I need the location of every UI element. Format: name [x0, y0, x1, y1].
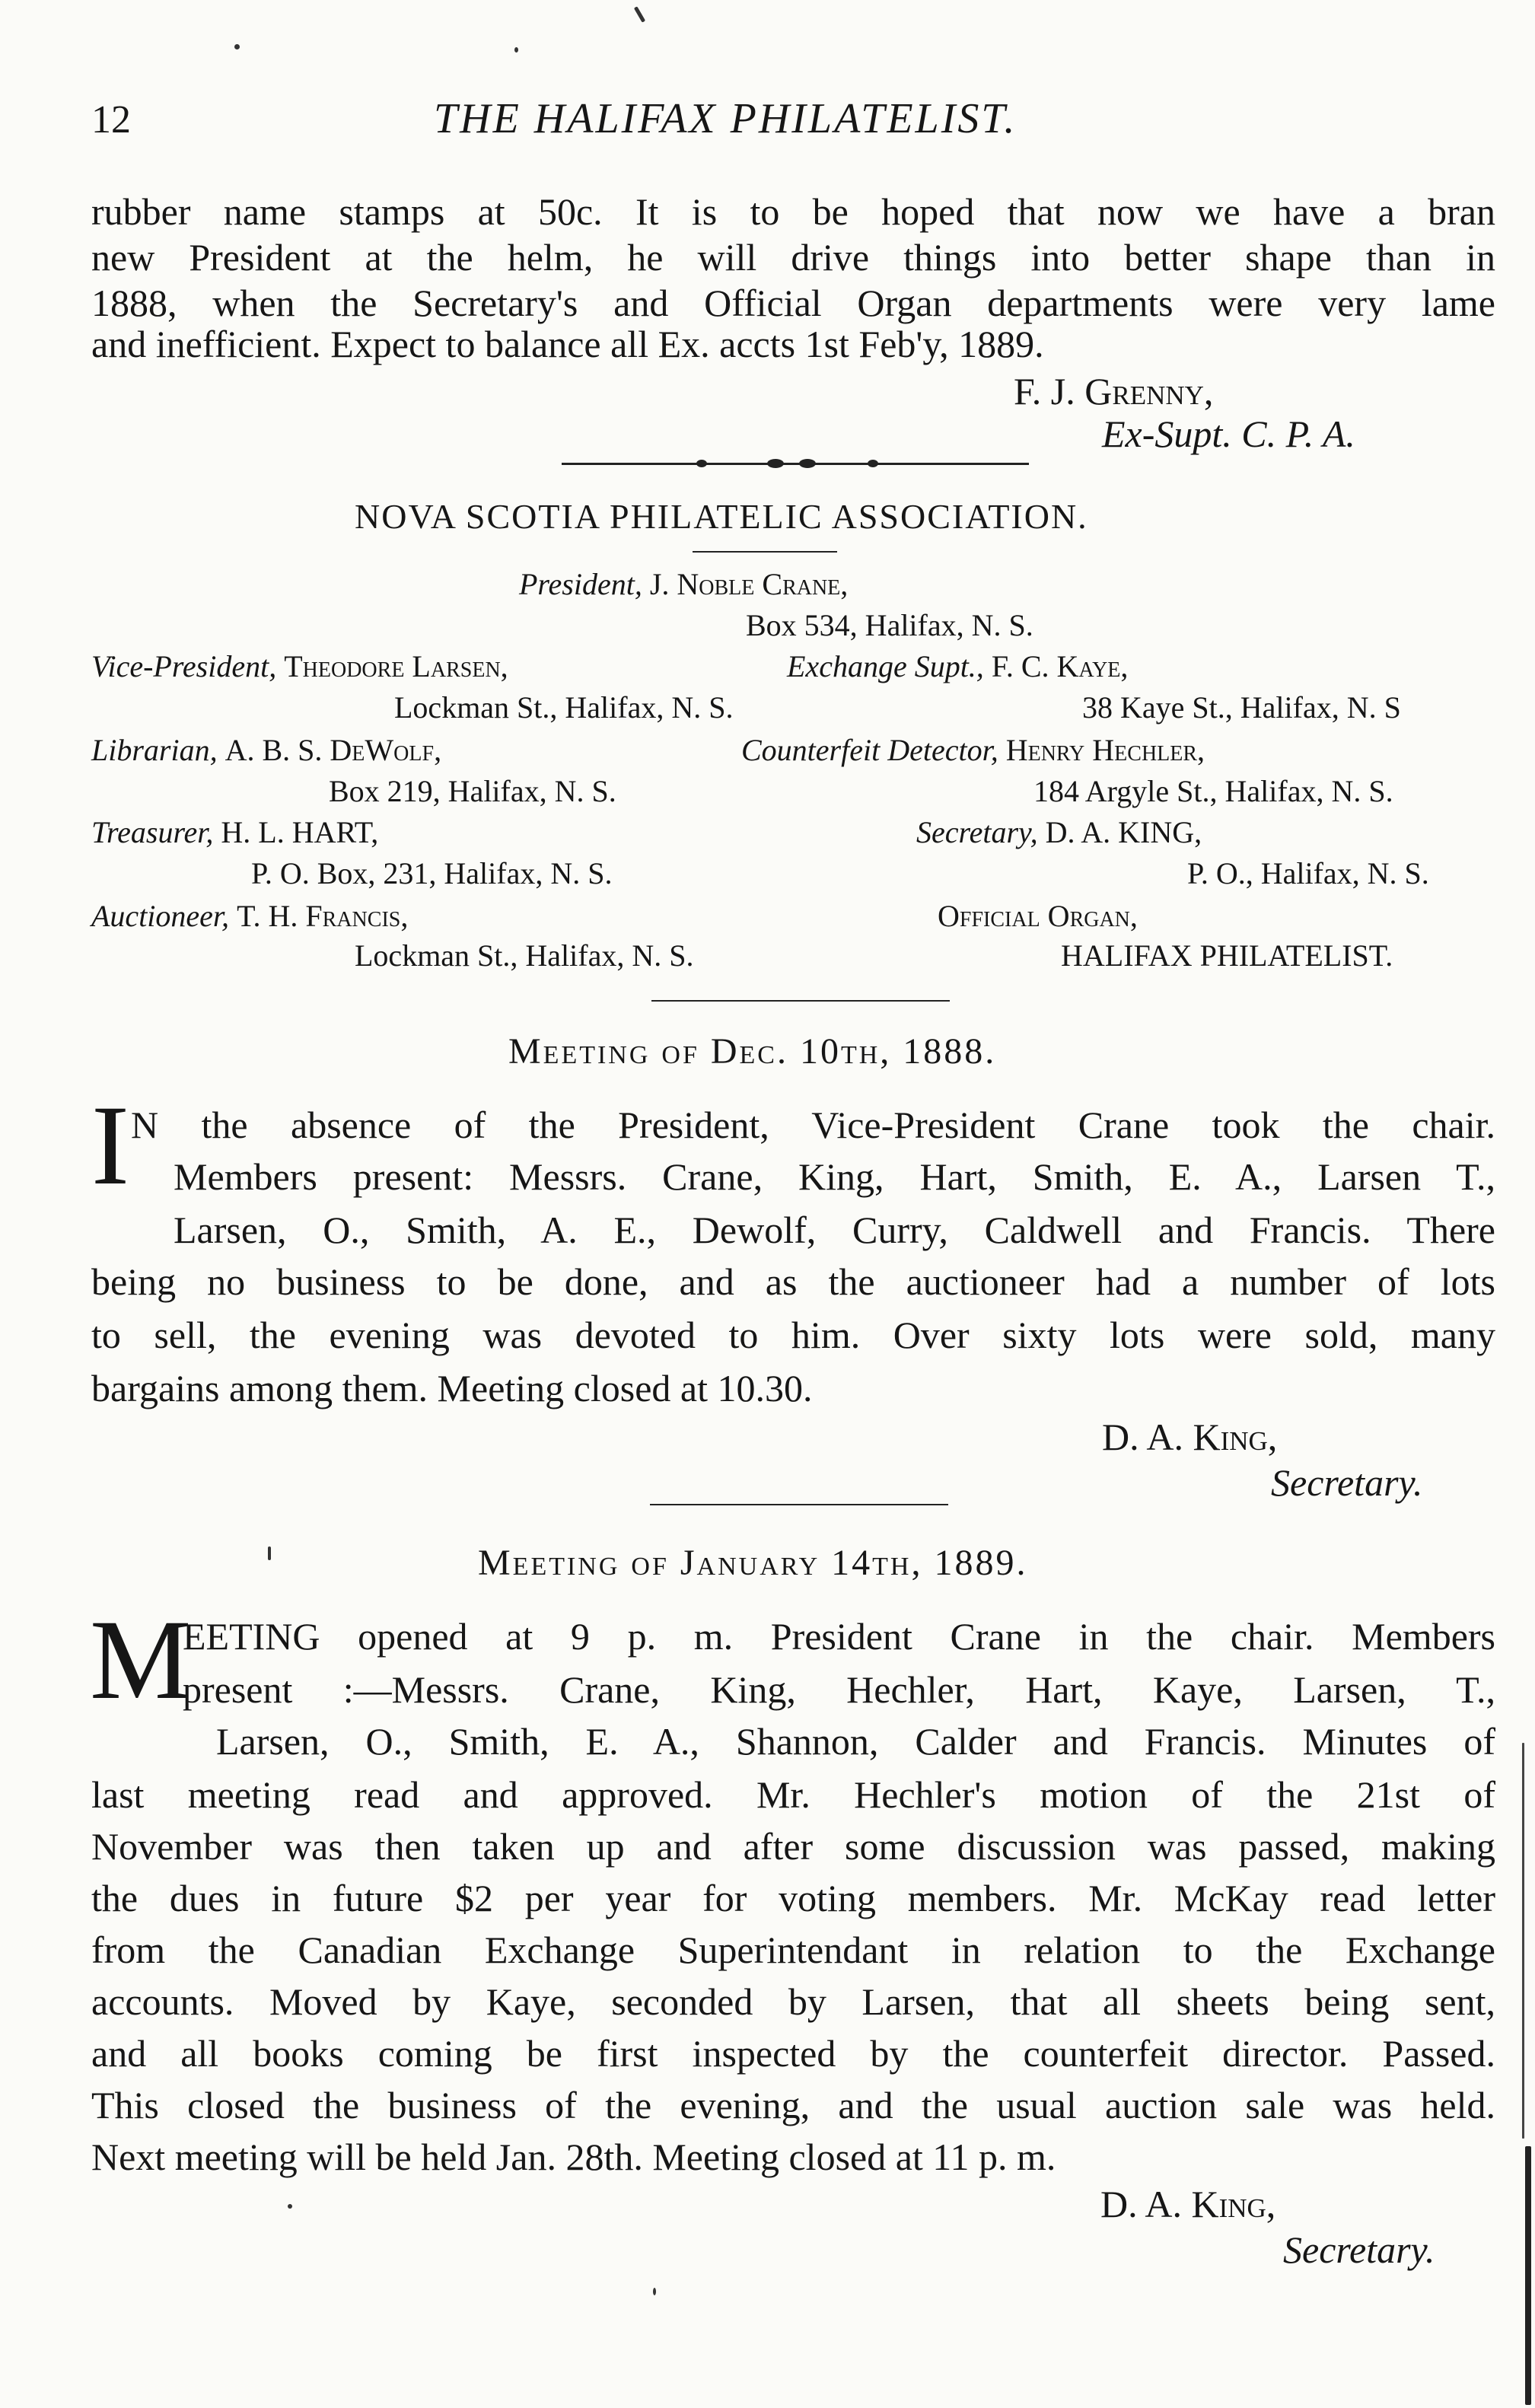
meeting1-signature-name: D. A. King, [1102, 1416, 1278, 1458]
officer-president [519, 566, 848, 602]
meeting2-line: and all books coming be first inspected by the counterfeit director. Passed. [91, 2032, 1495, 2075]
intro-line: rubber name stamps at 50c. It is to be hoped that now we have a bran [91, 190, 1495, 233]
officer-name: Theodore Larsen, [284, 649, 508, 683]
officer-role: Counterfeit Detector, [741, 733, 998, 767]
page-number: 12 [91, 98, 131, 142]
officer-address: Box 534, Halifax, N. S. [746, 608, 1033, 642]
officer-name: H. L. HART, [221, 815, 379, 849]
section-divider [650, 1504, 948, 1505]
scan-speck [653, 2288, 656, 2295]
meeting2-line: from the Canadian Exchange Superintendant in relation to the Exchange [91, 1929, 1495, 1971]
officer-vice-president [91, 648, 508, 684]
section-divider [651, 1000, 950, 1002]
meeting1-line: Members present: Messrs. Crane, King, Hart, Smith, E. A., Larsen T., [174, 1155, 1495, 1198]
intro-signature-name: F. J. Grenny, [1014, 370, 1214, 412]
running-title: THE HALIFAX PHILATELIST. [434, 95, 1017, 142]
officer-role: Librarian, [91, 733, 218, 767]
meeting2-line: November was then taken up and after some discussion was passed, making [91, 1825, 1495, 1868]
officer-treasurer [91, 814, 378, 850]
meeting1-signature-title: Secretary. [1271, 1461, 1423, 1504]
meeting2-signature-name: D. A. King, [1100, 2183, 1276, 2225]
scan-edge-mark [1525, 2146, 1531, 2405]
meeting1-line: N the absence of the President, Vice-President Crane took the chair. [131, 1104, 1495, 1146]
officer-role: Secretary, [916, 815, 1038, 849]
heading-underline [693, 551, 837, 553]
officer-address: Lockman St., Halifax, N. S. [394, 690, 734, 725]
officer-name: F. C. Kaye, [991, 649, 1129, 683]
officer-role: President, [519, 567, 642, 601]
association-heading: NOVA SCOTIA PHILATELIC ASSOCIATION. [355, 497, 1088, 536]
scan-speck [288, 2204, 292, 2209]
officer-role: Auctioneer, [91, 899, 230, 933]
officer-address: Lockman St., Halifax, N. S. [355, 938, 694, 973]
officer-name: Henry Hechler, [1005, 733, 1205, 767]
meeting-heading: Meeting of Dec. 10th, 1888. [508, 1031, 997, 1072]
meeting1-line: to sell, the evening was devoted to him. Over sixty lots were sold, many [91, 1314, 1495, 1356]
officer-role: Exchange Supt., [787, 649, 984, 683]
officer-secretary [916, 814, 1202, 850]
meeting1-line: being no business to be done, and as the auctioneer had a number of lots [91, 1260, 1495, 1303]
drop-cap: I [91, 1082, 129, 1209]
intro-line: and inefficient. Expect to balance all Ex. accts 1st Feb'y, 1889. [91, 323, 1044, 365]
scan-speck [268, 1546, 271, 1560]
meeting2-line: accounts. Moved by Kaye, seconded by Larsen, that all sheets being sent, [91, 1980, 1495, 2023]
officer-address: 184 Argyle St., Halifax, N. S. [1033, 774, 1393, 808]
meeting-heading: Meeting of January 14th, 1889. [478, 1543, 1028, 1583]
intro-line: new President at the helm, he will drive things into better shape than in [91, 236, 1495, 279]
official-organ-label: Official Organ, [938, 899, 1138, 933]
officer-name: D. A. KING, [1045, 815, 1202, 849]
meeting2-line: present :—Messrs. Crane, King, Hechler, Hart, Kaye, Larsen, T., [183, 1668, 1495, 1711]
officer-exchange-supt [787, 648, 1128, 684]
officer-auctioneer [91, 898, 408, 934]
intro-line: 1888, when the Secretary's and Official Organ departments were very lame [91, 282, 1495, 324]
officer-address: P. O. Box, 231, Halifax, N. S. [251, 856, 613, 890]
scan-speck [634, 6, 645, 23]
meeting2-line: the dues in future $2 per year for voting members. Mr. McKay read letter [91, 1877, 1495, 1919]
meeting2-line: Next meeting will be held Jan. 28th. Meeting closed at 11 p. m. [91, 2136, 1056, 2178]
officer-role: Vice-President, [91, 649, 277, 683]
officer-librarian [91, 732, 441, 768]
meeting2-line: Larsen, O., Smith, E. A., Shannon, Calder and Francis. Minutes of [216, 1720, 1495, 1763]
officer-name: J. Noble Crane, [649, 567, 849, 601]
officer-name: T. H. Francis, [237, 899, 409, 933]
scan-edge-mark [1522, 1743, 1524, 2139]
officer-counterfeit-detector [741, 732, 1205, 768]
officer-role: Treasurer, [91, 815, 214, 849]
meeting1-line: Larsen, O., Smith, A. E., Dewolf, Curry, Caldwell and Francis. There [174, 1209, 1495, 1251]
drop-cap: M [90, 1597, 192, 1723]
meeting2-line: last meeting read and approved. Mr. Hechler's motion of the 21st of [91, 1773, 1495, 1816]
officer-address: P. O., Halifax, N. S. [1187, 856, 1429, 890]
official-organ-name: HALIFAX PHILATELIST. [1061, 938, 1393, 973]
meeting2-line: This closed the business of the evening, and the usual auction sale was held. [91, 2084, 1495, 2126]
officer-address: Box 219, Halifax, N. S. [329, 774, 616, 808]
meeting1-line: bargains among them. Meeting closed at 10.30. [91, 1367, 813, 1409]
officer-address: 38 Kaye St., Halifax, N. S [1082, 690, 1401, 725]
scan-speck [514, 47, 518, 53]
intro-signature-title: Ex-Supt. C. P. A. [1102, 412, 1355, 455]
meeting2-line: EETING opened at 9 p. m. President Crane in the chair. Members [183, 1615, 1495, 1658]
officer-name: A. B. S. DeWolf, [225, 733, 442, 767]
scan-speck [234, 44, 240, 49]
meeting2-signature-title: Secretary. [1283, 2228, 1435, 2271]
